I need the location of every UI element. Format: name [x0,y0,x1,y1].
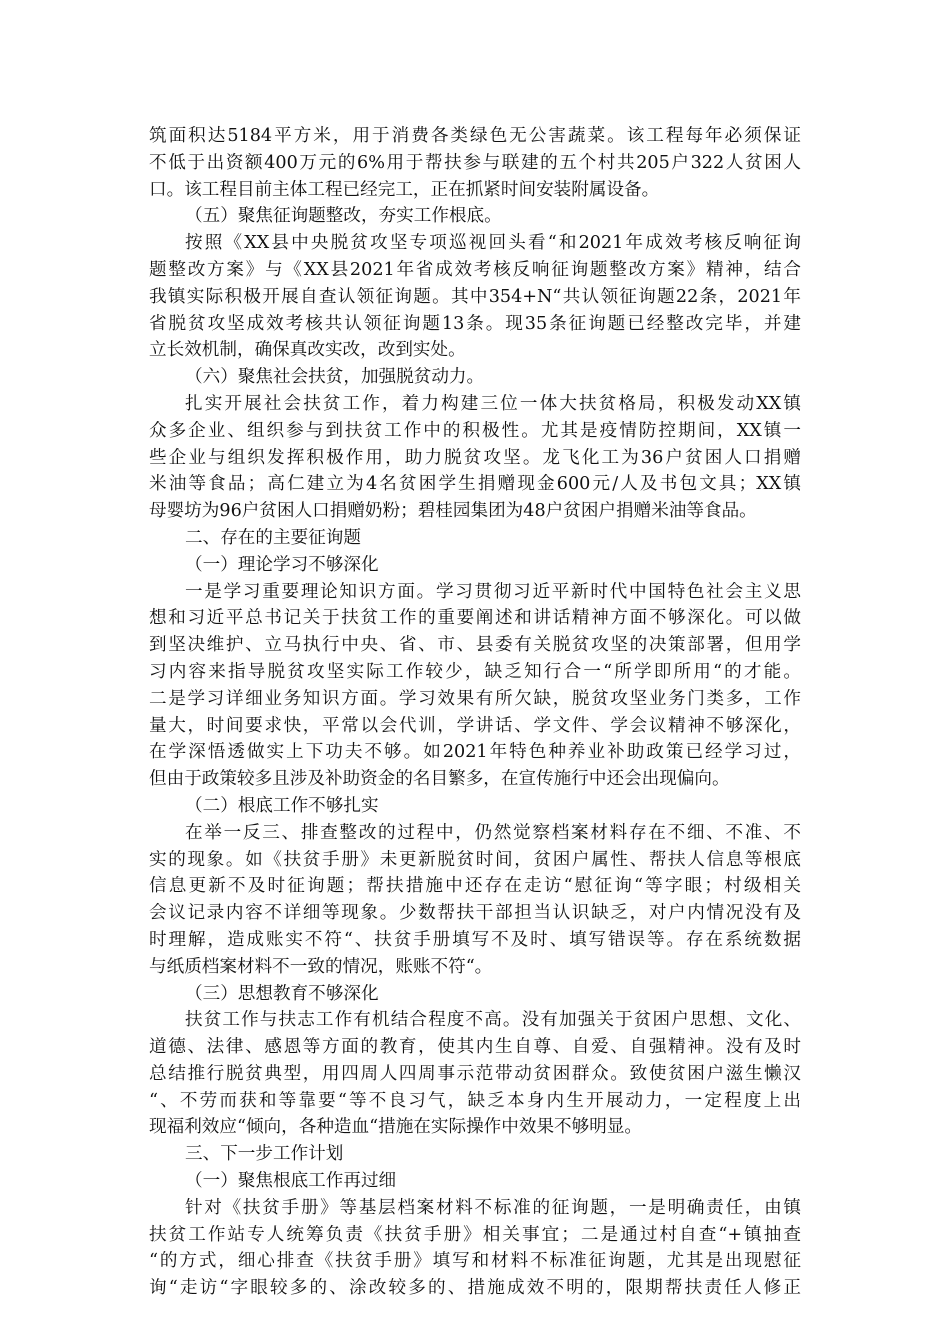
section-heading: 三、下一步工作计划 [185,1144,344,1165]
text-line: 在举一反三、排查整改的过程中，仍然觉察档案材料存在不细、不准、不 [185,822,801,843]
body-paragraph [149,820,801,981]
text-line: 在学深悟透做实上下功夫不够。如2021年特色种养业补助政策已经学习过， [149,742,801,763]
text-line: 针对《扶贫手册》等基层档案材料不标准的征询题，一是明确责任，由镇 [185,1197,801,1218]
text-line: 道德、法律、感恩等方面的教育，使其内生自尊、自爱、自强精神。没有及时 [149,1037,801,1058]
text-line: 题整改方案》与《XX县2021年省成效考核反响征询题整改方案》精神，结合 [149,259,801,280]
text-line: 会议记录内容不详细等现象。少数帮扶干部担当认识缺乏，对户内情况没有及 [149,903,801,924]
text-line: 时理解，造成账实不符“、扶贫手册填写不及时、填写错误等。存在系统数据 [149,929,801,950]
text-line: 扎实开展社会扶贫工作，着力构建三位一体大扶贫格局，积极发动XX镇 [185,393,801,414]
section-heading: （一）理论学习不够深化 [185,554,379,575]
text-line: 米油等食品；高仁建立为4名贫困学生捐赠现金600元/人及书包文具；XX镇 [149,474,801,495]
text-line: 省脱贫攻坚成效考核共认领征询题13条。现35条征询题已经整改完毕，并建 [149,313,801,334]
text-line: 立长效机制，确保真改实改，改到实处。 [149,340,466,361]
text-line: 总结推行脱贫典型，用四周人四周事示范带动贫困群众。致使贫困户滋生懒汉 [149,1063,801,1084]
text-line: 扶贫工作与扶志工作有机结合程度不高。没有加强关于贫困户思想、文化、 [185,1010,801,1031]
text-line: 量大，时间要求快，平常以会代训，学讲话、学文件、学会议精神不够深化， [149,715,801,736]
body-paragraph [149,579,801,793]
text-line: 与纸质档案材料不一致的情况，账账不符“。 [149,956,493,977]
text-line: 我镇实际积极开展自查认领征询题。其中354+N“共认领征询题22条，2021年 [149,286,801,307]
body-paragraph [149,230,801,364]
text-line: “、不劳而获和等靠要“等不良习气，缺乏本身内生开展动力，一定程度上出 [149,1090,801,1111]
text-line: 众多企业、组织参与到扶贫工作中的积极性。尤其是疫情防控期间，XX镇一 [149,420,801,441]
document-page [149,123,801,1302]
body-paragraph [149,391,801,525]
text-line: 筑面积达5184平方米，用于消费各类绿色无公害蔬菜。该工程每年必须保证 [149,126,801,146]
section-heading: （二）根底工作不够扎实 [185,795,379,816]
section-heading: （五）聚焦征询题整改，夯实工作根底。 [185,206,502,227]
text-line: “的方式，细心排查《扶贫手册》填写和材料不标准征询题，尤其是出现慰征 [149,1251,801,1272]
text-line: 母婴坊为96户贫困人口捐赠奶粉；碧桂园集团为48户贫困户捐赠米油等食品。 [149,501,757,522]
section-heading: 二、存在的主要征询题 [185,527,361,548]
text-line: 些企业与组织发挥积极作用，助力脱贫攻坚。龙飞化工为36户贫困人口捐赠 [149,447,801,468]
text-line: 习内容来指导脱贫攻坚实际工作较少，缺乏知行合一“所学即所用“的才能。 [149,661,801,682]
text-line: 信息更新不及时征询题；帮扶措施中还存在走访“慰征询“等字眼；村级相关 [149,876,801,897]
section-heading: （六）聚焦社会扶贫，加强脱贫动力。 [185,367,485,388]
text-line: 不低于出资额400万元的6%用于帮扶参与联建的五个村共205户322人贫困人 [149,152,801,173]
body-paragraph [149,123,801,203]
text-line: 但由于政策较多且涉及补助资金的名目繁多，在宣传施行中还会出现偏向。 [149,769,730,790]
text-line: 二是学习详细业务知识方面。学习效果有所欠缺，脱贫攻坚业务门类多，工作 [149,688,801,709]
text-line: 现福利效应“倾向，各种造血“措施在实际操作中效果不够明显。 [149,1117,643,1138]
text-line: 想和习近平总书记关于扶贫工作的重要阐述和讲话精神方面不够深化。可以做 [149,608,801,629]
text-line: 按照《XX县中央脱贫攻坚专项巡视回头看“和2021年成效考核反响征询 [185,233,801,254]
text-line: 询“走访“字眼较多的、涂改较多的、措施成效不明的，限期帮扶责任人修正 [149,1278,801,1299]
text-line: 实的现象。如《扶贫手册》未更新脱贫时间，贫困户属性、帮扶人信息等根底 [149,849,801,870]
body-paragraph [149,1007,801,1141]
text-line: 到坚决维护、立马执行中央、省、市、县委有关脱贫攻坚的决策部署，但用学 [149,635,801,656]
section-heading: （一）聚焦根底工作再过细 [185,1171,397,1192]
text-line: 一是学习重要理论知识方面。学习贯彻习近平新时代中国特色社会主义思 [185,581,801,602]
section-heading: （三）思想教育不够深化 [185,983,379,1004]
body-paragraph [149,1195,801,1302]
text-line: 扶贫工作站专人统筹负责《扶贫手册》相关事宜；二是通过村自查“+镇抽查 [149,1224,801,1245]
text-line: 口。该工程目前主体工程已经完工，正在抓紧时间安装附属设备。 [149,179,660,200]
